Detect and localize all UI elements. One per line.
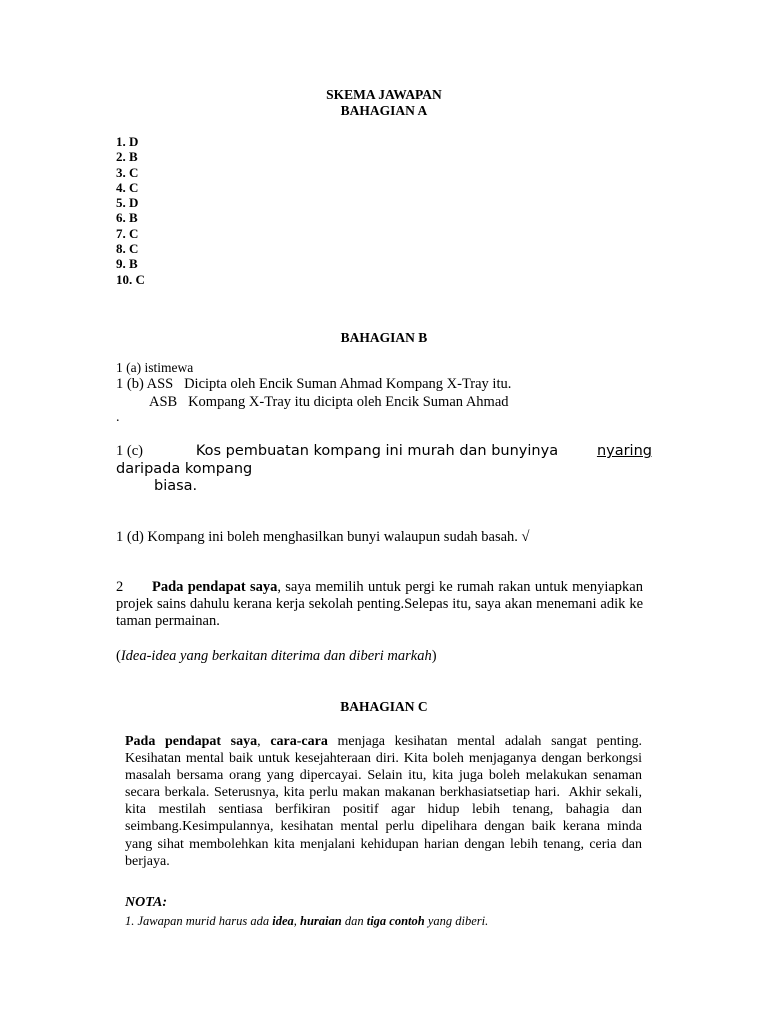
essay-bold-1: Pada pendapat saya (125, 734, 258, 749)
nota-text-end: yang diberi. (424, 914, 489, 928)
answer-2-bold-phrase: Pada pendapat saya (152, 579, 278, 595)
essay-bold-2: cara-cara (270, 734, 328, 749)
nota-item-1 (125, 914, 488, 929)
answer-1c (116, 443, 652, 496)
nota-bold-huraian: huraian (300, 914, 342, 928)
answer-1c-text (182, 443, 558, 461)
answer-1d: 1 (d) Kompang ini boleh menghasilkan bunyi walaupun sudah basah. √ (116, 529, 530, 545)
answer-1c-label: 1 (c) (116, 443, 143, 459)
answer-1b-asb: ASB Kompang X-Tray itu dicipta oleh Encik Suman Ahmad (149, 394, 509, 410)
answer-2-number: 2 (116, 579, 124, 595)
note-close-paren: ) (431, 648, 437, 664)
answer-item: 8. C (116, 241, 139, 257)
answer-item: 1. D (116, 134, 139, 149)
answer-item: 2. B (116, 149, 138, 165)
answer-item: 7. C (116, 225, 139, 241)
essay-separator: , (257, 734, 271, 749)
underlined-word: nyaring (596, 443, 652, 459)
answer-item: 10. C (116, 271, 145, 287)
section-c-essay (125, 733, 646, 870)
section-a-heading: BAHAGIAN A (340, 103, 428, 118)
answer-item: 4. C (116, 179, 139, 195)
answer-1c-text-start: Kos pembuatan kompang ini murah dan bunyinya (195, 443, 559, 459)
header (0, 87, 768, 119)
answer-item: 3. C (116, 164, 139, 180)
answer-1c-line3: biasa. (154, 478, 198, 494)
stray-dot: . (116, 410, 120, 425)
answer-1c-line2: daripada kompang (116, 460, 253, 477)
section-a-answer-list (116, 134, 145, 287)
page-title: SKEMA JAWAPAN (326, 87, 442, 102)
answer-item: 5. D (116, 195, 139, 211)
note-open-paren: ( (116, 648, 121, 664)
nota-bold-contoh: tiga contoh (366, 914, 425, 928)
answer-1b-ass: 1 (b) ASS Dicipta oleh Encik Suman Ahmad Kompang X-Tray itu. (116, 376, 512, 392)
nota-title: NOTA: (125, 895, 167, 910)
answer-item: 9. B (116, 256, 138, 272)
answer-1a: 1 (a) istimewa (116, 360, 194, 375)
essay-text: menjaga kesihatan mental adalah sangat penting. Kesihatan mental baik untuk kesejahteraan diri. Kita boleh menjaganya dengan berkongsi masalah bersama orang yang dipercayai. Selain itu, kita juga boleh melakukan senaman secara berkala. Seterusnya, kita perlu makan makanan berkhasiatsetiap hari. Akhir sekali, kita mestilah sentiasa berfikiran positif agar hidup lebih tenang, bahagia dan seimbang.Kesimpulannya, kesihatan mental perlu dipelihara dengan baik kerana minda yang sihat membolehkan kita menjalani kehidupan harian dengan lebih tenang, ceria dan berjaya. (125, 734, 646, 869)
answer-2-text: , saya memilih untuk pergi ke rumah rakan untuk menyiapkan projek sains dahulu kerana kerja sekolah penting.Selepas itu, saya akan menemani adik ke taman permainan. (116, 579, 643, 629)
answer-item: 6. B (116, 210, 138, 226)
nota-separator: , (293, 914, 301, 928)
section-b-heading: BAHAGIAN B (340, 330, 428, 345)
nota-text: 1. Jawapan murid harus ada (125, 914, 273, 928)
note-italic-text: Idea-idea yang berkaitan diterima dan diberi markah (120, 648, 432, 664)
answer-2 (116, 579, 643, 630)
nota-bold-idea: idea (272, 914, 294, 928)
answer-2-note (116, 648, 437, 665)
section-c-heading: BAHAGIAN C (340, 699, 428, 714)
nota-text-mid: dan (341, 914, 367, 928)
